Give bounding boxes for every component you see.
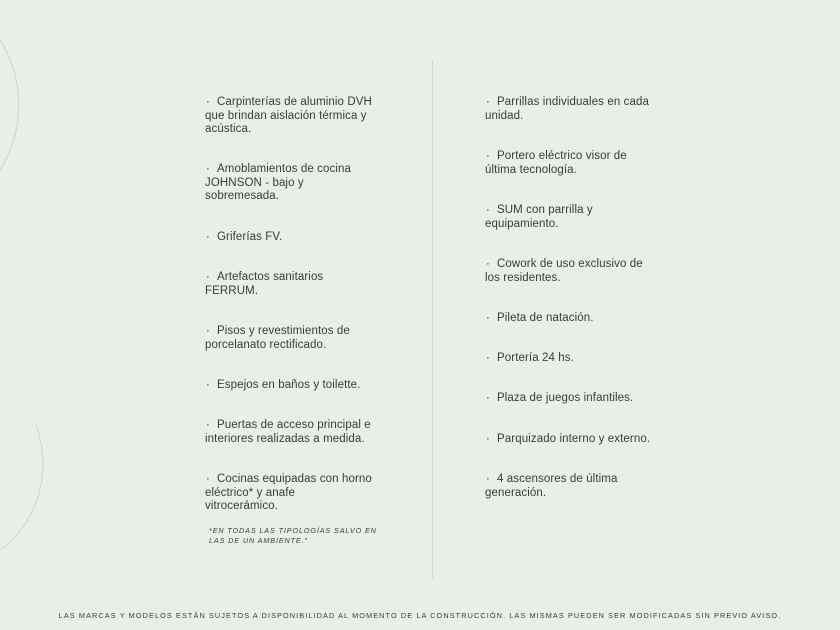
feature-text: Espejos en baños y toilette. [217,379,361,391]
feature-item [205,325,405,352]
column-divider [432,60,433,578]
feature-text: eléctrico* y anafe [205,486,296,499]
feature-text: Carpinterías de aluminio DVH [217,96,372,108]
feature-item [205,419,405,446]
bullet-icon: · [206,379,210,391]
feature-text: Portería 24 hs. [497,352,574,364]
feature-text: vitrocerámico. [205,500,278,512]
feature-item [485,96,675,123]
feature-text: Amoblamientos de cocina [217,163,351,175]
feature-item [205,473,405,514]
feature-text: Pisos y revestimientos de [217,325,350,337]
feature-item [205,271,405,298]
feature-text: Parrillas individuales en cada [497,96,649,108]
feature-item [205,96,405,137]
feature-text: Plaza de juegos infantiles. [497,392,634,404]
feature-text: porcelanato rectificado. [205,338,327,351]
feature-text: Parquizado interno y externo. [497,433,651,445]
feature-item [485,258,675,285]
bullet-icon: · [486,473,490,485]
bullet-icon: · [486,96,490,108]
feature-text: sobremesada. [205,190,280,202]
feature-item [205,231,405,245]
feature-text: Griferías FV. [217,231,283,243]
feature-text: Portero eléctrico visor de [497,150,627,162]
feature-text: los residentes. [485,271,561,284]
feature-text: Puertas de acceso principal e [217,419,371,431]
feature-item [485,473,675,500]
feature-text: FERRUM. [205,284,259,297]
feature-item [485,150,675,177]
bullet-icon: · [486,204,490,216]
bullet-icon: · [206,163,210,175]
bullet-icon: · [486,352,490,364]
feature-text: SUM con parrilla y [497,204,593,216]
feature-text: unidad. [485,109,524,122]
feature-text: Cocinas equipadas con horno [217,473,372,485]
feature-text: última tecnología. [485,163,577,176]
feature-item [485,352,675,366]
bullet-icon: · [206,231,210,243]
disclaimer: LAS MARCAS Y MODELOS ESTÁN SUJETOS A DISPONIBILIDAD AL MOMENTO DE LA CONSTRUCCIÓN. LAS MISMAS PUEDEN SER MODIFICADAS SIN PREVIO AVISO. [58,611,782,620]
feature-text: que brindan aislación térmica y [205,109,367,122]
feature-text: equipamiento. [485,217,559,230]
bullet-icon: · [206,271,210,283]
feature-text: Artefactos sanitarios [217,271,324,283]
feature-item [485,392,675,406]
bullet-icon: · [206,419,210,431]
decorative-arc [0,0,60,630]
feature-text: 4 ascensores de última [497,473,618,485]
footnote: *EN TODAS LAS TIPOLOGÍAS SALVO EN LAS DE UN AMBIENTE." [209,526,377,545]
bullet-icon: · [486,433,490,445]
bullet-icon: · [486,150,490,162]
feature-item [485,433,675,447]
feature-text: acústica. [205,123,252,135]
bullet-icon: · [486,258,490,270]
feature-item [205,163,405,204]
feature-text: Pileta de natación. [497,312,594,324]
bullet-icon: · [486,392,490,404]
feature-item [485,204,675,231]
feature-item [205,379,405,393]
bullet-icon: · [486,312,490,324]
feature-text: generación. [485,486,547,499]
bullet-icon: · [206,325,210,337]
feature-text: Cowork de uso exclusivo de [497,258,643,270]
feature-text: JOHNSON - bajo y [205,176,304,189]
feature-item [485,312,675,326]
feature-text: interiores realizadas a medida. [205,432,365,445]
bullet-icon: · [206,96,210,108]
bullet-icon: · [206,473,210,485]
